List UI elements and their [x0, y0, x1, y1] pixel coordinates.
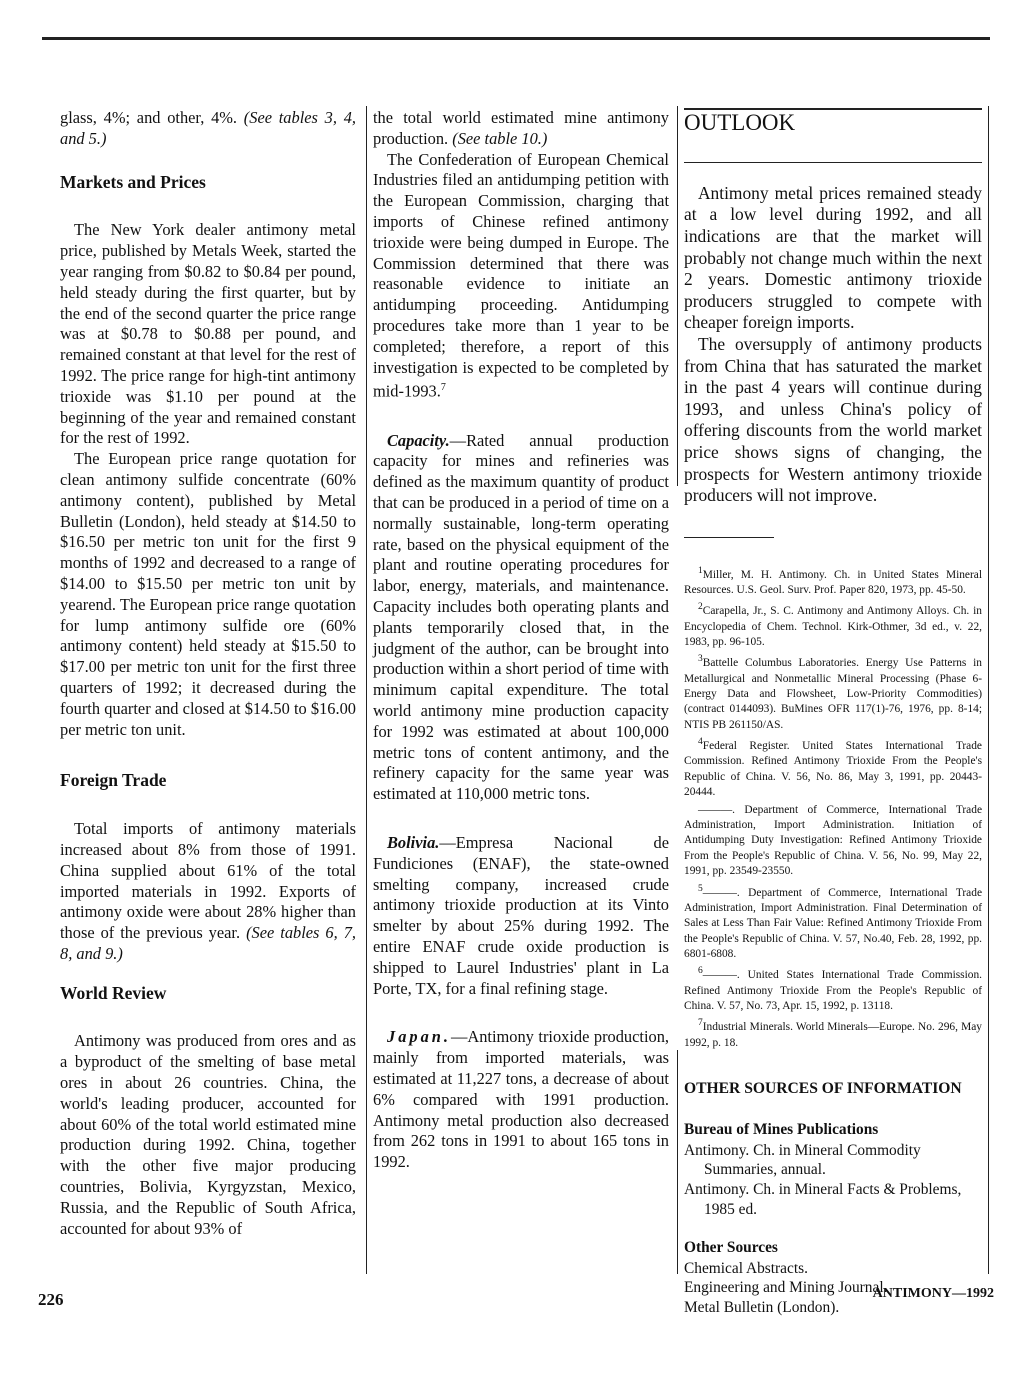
outlook-right-rule — [988, 106, 989, 1274]
footnote-4b: ———. Department of Commerce, International Trade Administration, Import Administration. Initiation of Antidumping Duty Investigation: Refined Antimony Trioxide From the People's Republic of China. V. 56, No. 99, May 22, 1991, pp. 23549-23550. — [684, 803, 982, 878]
capacity-paragraph — [373, 431, 669, 805]
bom-item: Antimony. Ch. in Mineral Commodity Summaries, annual. — [684, 1141, 921, 1179]
confederation-paragraph — [373, 150, 669, 403]
outlook-box — [684, 108, 982, 163]
footnote-1: $^1$Miller, M. H. Antimony. Ch. in United States Mineral Resources. U.S. Geol. Surv. Prof. Paper 820, 1973, pp. 45-50. — [684, 565, 982, 596]
outlook-title: OUTLOOK — [684, 110, 796, 135]
column-divider-3 — [677, 1050, 678, 1274]
markets-paragraph-2: The European price range quotation for clean antimony sulfide concentrate (60% antimony content), published by Metal Bulletin (London), held steady at $14.50 to $16.50 per metric ton unit for the first 9 months of 1992 and decreased to a range of $14.00 to $15.50 per metric ton unit by yearend. The European price range quotation for lump antimony sulfide ore (60% antimony content) held steady at $15.50 to $17.00 per metric ton unit for the first three quarters of 1992; it decreased during the fourth quarter and closed at $14.50 to $16.00 per metric ton unit. — [60, 449, 356, 739]
bom-item: Antimony. Ch. in Mineral Facts & Problems, 1985 ed. — [684, 1181, 962, 1219]
intro-paragraph — [60, 108, 356, 150]
column-1 — [60, 108, 356, 1239]
japan-lead: Japan. — [387, 1027, 451, 1047]
capacity-text: —Rated annual production capacity for mines and refineries was defined as the maximum quantity of product that can be produced in a period of time on a normally sustainable, long-term operating rate, based on the physical equipment of the plant and routine operating procedures for labor, energy, materials, and maintenance. Capacity includes both operating plants and plants temporarily closed that, in the judgment of the author, can be brought into production within a short period of time with minimum capital expenditure. The total world antimony mine production capacity for 1992 was estimated at about 100,000 metric tons of content antimony, and the refinery capacity for the same year was estimated at 110,000 metric tons. — [373, 430, 669, 804]
footnote-rule — [684, 537, 774, 538]
other-item: Chemical Abstracts. — [684, 1259, 808, 1277]
world-continued-text: the total world estimated mine antimony production. — [373, 108, 669, 148]
markets-heading: Markets and Prices — [60, 171, 206, 192]
other-item: Metal Bulletin (London). — [684, 1299, 840, 1317]
japan-paragraph — [373, 1027, 669, 1173]
page-number: 226 — [38, 1290, 64, 1309]
bom-heading: Bureau of Mines Publications — [684, 1120, 879, 1138]
outlook-paragraph-2: The oversupply of antimony products from China that has saturated the market in the past 4 years will continue during 1993, and unless China's policy of offering discounts from the world market price shows signs of changing, the prospects for Western antimony trioxide producers will not improve. — [684, 333, 982, 506]
column-divider-2 — [677, 106, 678, 486]
confederation-text: The Confederation of European Chemical Industries filed an antidumping petition with the European Commission, charging that imports of Chinese refined antimony trioxide were being dumped in Europe. The Commission determined that there was reasonable evidence to initiate an antidumping proceeding. Antidumping procedures take more than 1 year to be completed; therefore, a report of this investigation is expected to be completed by mid-1993. — [373, 149, 669, 401]
footnote-5: $^5$———. Department of Commerce, International Trade Administration, Import Administration. Final Determination of Sales at Less Than Fair Value: Refined Antimony Trioxide From the People's Republic of China. V. 57, No.40, Feb. 28, 1992, pp. 6801-6808. — [684, 883, 982, 961]
intro-text: glass, 4%; and other, 4%. — [60, 108, 238, 127]
trade-paragraph — [60, 819, 356, 965]
trade-text: Total imports of antimony materials increased about 8% from those of 1991. China supplied about 61% of the total imported materials in 1992. Exports of antimony oxide were about 28% higher than those of the previous year. — [60, 819, 356, 943]
japan-text: —Antimony trioxide production, mainly from imported materials, was estimated at 11,227 tons, a decrease of about 6% compared with 1991 production. Antimony metal production also decreased from 262 tons in 1991 to about 165 tons in 1992. — [373, 1027, 669, 1172]
footnote-7: $^7$Industrial Minerals. World Minerals—Europe. No. 296, May 1992, p. 18. — [684, 1018, 982, 1049]
footnote-ref-7: 7 — [440, 382, 446, 394]
other-sources-list — [684, 1238, 982, 1318]
footnote-3: $^3$Battelle Columbus Laboratories. Energy Use Patterns in Metallurgical and Nonmetallic Mineral Processing (Phase 6-Energy Data and Flowsheet, Low-Priority Commodities) (contract 0144093). BuMines OFR 117(1)-76, 1976, pp. 8-14; NTIS PB 261150/AS. — [684, 654, 982, 731]
world-table-ref: (See table 10.) — [452, 128, 548, 148]
footnote-2: $^2$Carapella, Jr., S. C. Antimony and Antimony Alloys. Ch. in Encyclopedia of Chem. Technol. Kirk-Othmer, 3d ed., v. 22, 1983, pp. 96-105. — [684, 602, 982, 648]
column-divider-1 — [366, 106, 367, 1274]
world-paragraph: Antimony was produced from ores and as a byproduct of the smelting of base metal ores in about 26 countries. China, the world's leading producer, accounted for about 60% of the total world estimated mine production during 1992. China, together with the other five major producing countries, Bolivia, Kyrgyzstan, Mexico, Russia, and the Republic of South Africa, accounted for about 93% of — [60, 1031, 356, 1238]
top-rule — [42, 37, 990, 40]
other-sources — [684, 1079, 982, 1318]
bolivia-text: —Empresa Nacional de Fundiciones (ENAF), the state-owned smelting company, increased crude antimony trioxide production at its Vinto smelter by about 25% during 1992. The entire ENAF crude oxide production is shipped to Laurel Industries' plant in La Porte, TX, for a final refining stage. — [373, 832, 669, 998]
running-head: ANTIMONY—1992 — [872, 1286, 994, 1301]
trade-heading: Foreign Trade — [60, 770, 167, 791]
other-heading: Other Sources — [684, 1238, 778, 1256]
column-2 — [373, 108, 669, 1173]
bom-publications — [684, 1120, 982, 1220]
world-continued — [373, 108, 669, 150]
other-sources-heading: OTHER SOURCES OF INFORMATION — [684, 1080, 962, 1098]
markets-paragraph-1: The New York dealer antimony metal price, published by Metals Week, started the year ranging from $0.82 to $0.84 per pound, held steady during the first quarter, but by the end of the second quarter the price range was at $0.78 to $0.88 per pound, and remained constant at that level for the rest of 1992. The price range for high-tint antimony trioxide was $1.10 per pound at the beginning of the year and remained constant for the rest of 1992. — [60, 220, 356, 448]
footnote-6: $^6$———. United States International Trade Commission. Refined Antimony Trioxide From the People's Republic of China. V. 57, No. 73, Apr. 15, 1992, p. 13118. — [684, 966, 982, 1013]
bolivia-paragraph — [373, 833, 669, 999]
trade-table-ref: (See tables 6, 7, 8, and 9.) — [60, 923, 357, 963]
world-heading: World Review — [60, 982, 167, 1003]
capacity-lead: Capacity. — [387, 430, 450, 450]
other-item: Engineering and Mining Journal. — [684, 1279, 888, 1297]
intro-table-ref: (See tables 3, 4, and 5.) — [60, 108, 356, 148]
column-3 — [684, 108, 982, 1336]
bolivia-lead: Bolivia. — [387, 832, 440, 852]
footnotes — [684, 564, 982, 1051]
outlook-paragraph-1: Antimony metal prices remained steady at a low level during 1992, and all indications are that the market will probably not change much within the next 2 years. Domestic antimony trioxide producers struggled to compete with cheaper foreign imports. — [684, 182, 982, 333]
footnote-4: $^4$Federal Register. United States International Trade Commission. Refined Antimony Trioxide From the People's Republic of China. V. 56, No. 86, May 3, 1991, pp. 20443-20444. — [684, 737, 982, 799]
